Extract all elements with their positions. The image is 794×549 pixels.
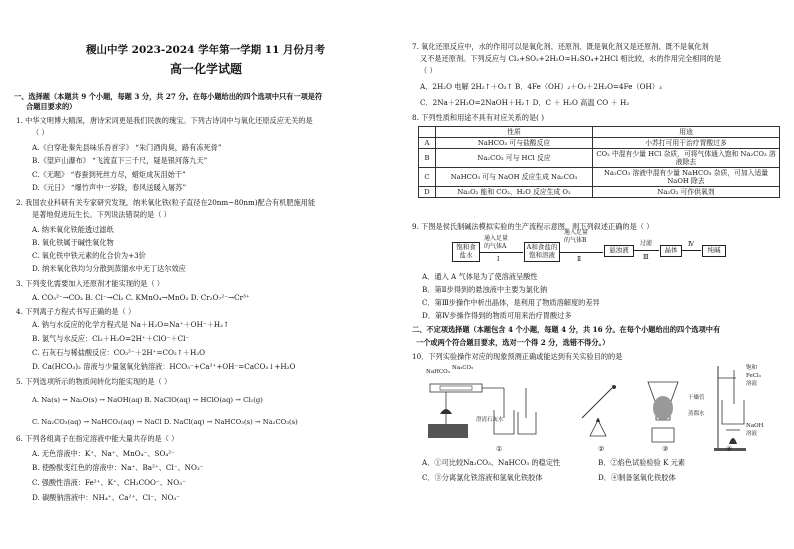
left-column xyxy=(14,0,392,549)
flow-box-brine: 饱和食 盐水 xyxy=(452,242,480,262)
q4-option-d: D. Ca(HCO₃)₂ 溶液与少量氢氧化钠溶液：HCO₃⁻+Ca²⁺+OH⁻=CaCO₃↓+H₂O xyxy=(32,362,296,371)
q1-bracket: （ ） xyxy=(32,128,49,137)
q8-stem: 8. 下列性质和用途不具有对应关系的是( ) xyxy=(412,113,545,122)
flow-label-gas-b-2: 的气体B xyxy=(564,237,587,244)
label-naoh-solution: 溶液 xyxy=(746,431,758,437)
table-cell: D xyxy=(419,187,436,198)
q6-stem: 6. 下列各组离子在指定溶液中能大量共存的是（ ） xyxy=(16,434,179,443)
flow-arrow xyxy=(559,252,603,253)
label-solution: 溶液 xyxy=(746,381,758,387)
right-column xyxy=(412,0,784,549)
q7-options-ab: A．2H₂O 电解 2H₂↑＋O₂↑ B．4Fe（OH）₂＋O₂＋2H₂O=4Fe（OH）₃ xyxy=(420,82,662,91)
colloid-apparatus xyxy=(712,364,748,452)
q4-option-b: B. 氯气与水反应：Cl₂＋H₂O=2H⁺＋ClO⁻＋Cl⁻ xyxy=(32,334,190,343)
flow-arrow xyxy=(633,250,659,251)
flow-step-4: Ⅳ xyxy=(688,241,694,248)
q9-option-c: C．第Ⅲ步操作中析出晶体，是利用了物质溶解度的差异 xyxy=(422,298,600,307)
table-cell: NaHCO₃ 可与 NaOH 反应生成 Na₂CO₃ xyxy=(436,168,593,187)
q1-option-b: B.《望庐山瀑布》 “飞流直下三千尺，疑是银河落九天” xyxy=(32,156,208,165)
q10-option-c: C．③分离氯化铁溶液和氢氧化铁胶体 xyxy=(422,473,543,482)
q2-option-c: C. 氧化铁中铁元素的化合价为+3价 xyxy=(32,251,146,260)
table-row xyxy=(419,168,780,187)
apparatus-number: ② xyxy=(598,444,605,453)
section2-heading: 二、不定项选择题（本题包含 4 个小题，每题 4 分，共 16 分。在每个小题给出的四个选项中有 xyxy=(412,325,721,334)
label-limewater: 澄清石灰水 xyxy=(476,417,504,423)
table-header-row xyxy=(419,127,780,138)
q8-table xyxy=(418,126,780,198)
q10-apparatus xyxy=(426,364,776,454)
q2-stem-2: 是著地促进玩生长。下列说法错误的是（ ） xyxy=(32,210,171,219)
section2-heading-2: 一个或两个符合题目要求，选对一个得 2 分，选错不得分。） xyxy=(416,338,610,347)
q2-option-b: B. 氧化铁属于碱性氧化物 xyxy=(32,238,114,247)
q3-options: A. CO₃²⁻→CO₂ B. Cl⁻→Cl₂ C. KMnO₄→MnO₂ D. Cr₂O₇²⁻→Cr³⁺ xyxy=(32,293,250,302)
table-row xyxy=(419,138,780,149)
flow-label-gas-a-1: 通入足量 xyxy=(484,235,509,242)
label-na2co3: Na₂CO₃ xyxy=(452,365,474,371)
flow-arrow xyxy=(681,250,701,251)
section1-heading: 一、选择题（本题共 9 个小题，每题 3 分，共 27 分。在每小题给出的四个选项中只有一项是符 xyxy=(14,92,323,101)
flow-label-gas-b-1: 通入足量 xyxy=(564,229,589,236)
q4-stem: 4. 下列离子方程式书写正确的是（ ） xyxy=(16,307,136,316)
table-cell: B xyxy=(419,149,436,168)
table-cell: Na₂CO₃ 可与 HCl 反应 xyxy=(436,149,593,168)
table-cell: NaHCO₃ 可与盐酸反应 xyxy=(436,138,593,149)
flame-test-apparatus xyxy=(576,384,626,440)
table-header-cell: 性质 xyxy=(436,127,593,138)
section1-heading-2: 合题目要求的） xyxy=(26,102,77,111)
flow-box-suspension: 悬浊液 xyxy=(604,245,634,257)
table-header-cell xyxy=(419,127,436,138)
flow-label-filter: 过滤 xyxy=(640,240,653,247)
q4-option-c: C. 石灰石与稀盐酸反应：CO₃²⁻＋2H⁺=CO₂↑＋H₂O xyxy=(32,348,206,357)
table-row xyxy=(419,149,780,168)
flow-box-crystal: 晶体 xyxy=(660,245,682,257)
flow-label-gas-a-2: 的气体A xyxy=(484,243,507,250)
table-cell: CO₂ 中混有少量 HCl 杂质，可将气体通入饱和 Na₂CO₃ 溶液除去 xyxy=(593,149,780,168)
q9-option-d: D．第Ⅳ步操作得到的物质可用来治疗胃酸过多 xyxy=(422,311,572,320)
flow-arrow xyxy=(479,252,523,253)
q1-option-c: C.《无题》 “春蚕到死丝方尽，蜡炬成灰泪始干” xyxy=(32,170,186,179)
q10-option-b: B．②焰色试验检验 K 元素 xyxy=(598,458,686,467)
q1-option-d: D.《元日》 “爆竹声中一岁除，春风送暖入屠苏” xyxy=(32,183,186,192)
q7-stem: 7. 氧化还原反应中，水的作用可以是氧化剂、还原剂、既是氧化剂又是还原剂、既不是氧化剂 xyxy=(412,42,709,51)
table-cell: A xyxy=(419,138,436,149)
q7-options-cd: C．2Na＋2H₂O=2NaOH＋H₂↑ D．C ＋ H₂O 高温 CO ＋ H₂ xyxy=(420,98,630,107)
table-cell: Na₂O₂ 可作供氧剂 xyxy=(593,187,780,198)
label-nahco3: NaHCO₃ xyxy=(426,369,450,375)
q1-option-a: A.《白穿赴秦先县味乐吾首字》 “朱门酒肉臭，路有冻死骨” xyxy=(32,143,222,152)
label-distilled-water: 蒸馏水 xyxy=(688,411,705,417)
q1-stem: 1. 中华文明博大精深，唐诗宋词更是我们民族的瑰宝。下列古诗词中与氧化还原反应无关的是 xyxy=(16,116,313,125)
table-row xyxy=(419,187,780,198)
q2-stem: 2. 我国农业科研有关专家研究发现，纳米氧化铁(粒子直径在20nm~80nm)配合有机肥施用能 xyxy=(16,198,316,207)
apparatus-number: ④ xyxy=(726,444,733,453)
q9-option-a: A．通入 A 气体是为了使溶液呈酸性 xyxy=(422,272,538,281)
q6-option-b: B. 使酚酞变红色的溶液中：Na⁺、Ba²⁺、Cl⁻、NO₃⁻ xyxy=(32,463,204,472)
q4-option-a: A. 钠与水反应的化学方程式是 Na＋H₂O=Na⁺＋OH⁻＋H₂↑ xyxy=(32,320,229,329)
q2-option-a: A. 纳米氧化铁能透过滤纸 xyxy=(32,225,114,234)
apparatus-number: ③ xyxy=(662,444,669,453)
table-cell: C xyxy=(419,168,436,187)
table-cell: 小苏打可用于治疗胃酸过多 xyxy=(593,138,780,149)
q9-option-b: B．第Ⅱ步得到的悬浊液中主要为氯化钠 xyxy=(422,285,548,294)
label-drying-tube: 干燥管 xyxy=(688,395,705,401)
q6-option-a: A. 无色溶液中：K⁺、Na⁺、MnO₄⁻、SO₄²⁻ xyxy=(32,449,175,458)
q5-options-ab: A. Na(s) → Na₂O(s) → NaOH(aq) B. NaClO(aq) → HClO(aq) → Cl₂(g) xyxy=(32,396,263,404)
q5-options-cd: C. Na₂CO₃(aq) → NaHCO₃(aq) → NaCl D. NaCl(aq) → NaHCO₃(s) → Na₂CO₃(s) xyxy=(32,418,298,426)
flow-box-solution: A和食盐的 饱和溶液 xyxy=(524,242,560,262)
flow-step-3: Ⅲ xyxy=(643,254,649,261)
exam-title: 稷山中学 2023-2024 学年第一学期 11 月份月考 xyxy=(86,44,326,56)
q10-stem: 10．下列实验操作对应的现象预测正确或能达到有关实验目的的是 xyxy=(412,352,623,361)
q9-stem: 9. 下图是侯氏制碱法模拟实验的生产流程示意图，则下列叙述正确的是（ ） xyxy=(412,222,654,231)
apparatus-number: ① xyxy=(496,444,503,453)
table-cell: Na₂CO₃ 溶液中混有少量 NaHCO₃ 杂质，可加入适量 NaOH 除去 xyxy=(593,168,780,187)
q6-option-c: C. 强酸性溶液：Fe²⁺、K⁺、CH₃COO⁻、NO₃⁻ xyxy=(32,478,186,487)
q3-stem: 3. 下列变化需要加入还原剂才能实现的是（ ） xyxy=(16,279,164,288)
q10-option-a: A．①可比较Na₂CO₃、NaHCO₃ 的稳定性 xyxy=(422,458,561,467)
table-header-cell: 用途 xyxy=(593,127,780,138)
exam-subtitle: 高一化学试题 xyxy=(170,62,243,76)
q2-option-d: D. 纳米氧化铁均匀分散到蒸馏水中无丁达尔效应 xyxy=(32,264,186,273)
flow-step-1: Ⅰ xyxy=(497,256,500,263)
table-cell: Na₂O₂ 能和 CO₂、H₂O 反应生成 O₂ xyxy=(436,187,593,198)
label-saturated: 饱和 xyxy=(746,365,758,371)
q7-bracket: （ ） xyxy=(420,66,437,75)
label-naoh: NaOH xyxy=(746,423,764,429)
q7-stem-2: 又不是还原剂。下列反应与 Cl₂+SO₂+2H₂O=H₂SO₄+2HCl 相比较，水的作用完全相同的是 xyxy=(420,54,722,63)
flow-step-2: Ⅱ xyxy=(577,256,582,263)
q5-stem: 5. 下列选项所示的物质间转化均能实现的是（ ） xyxy=(16,377,172,386)
label-fecl3: FeCl₃ xyxy=(746,373,761,379)
q10-option-d: D．④制备氢氧化铁胶体 xyxy=(598,473,676,482)
q6-option-d: D. 碳酸钠溶液中：NH₄⁺、Ca²⁺、Cl⁻、NO₃⁻ xyxy=(32,493,181,502)
heating-apparatus-1 xyxy=(426,374,546,442)
separation-apparatus xyxy=(638,378,688,444)
flow-box-soda: 纯碱 xyxy=(702,245,726,257)
q9-flow-diagram xyxy=(452,229,752,270)
